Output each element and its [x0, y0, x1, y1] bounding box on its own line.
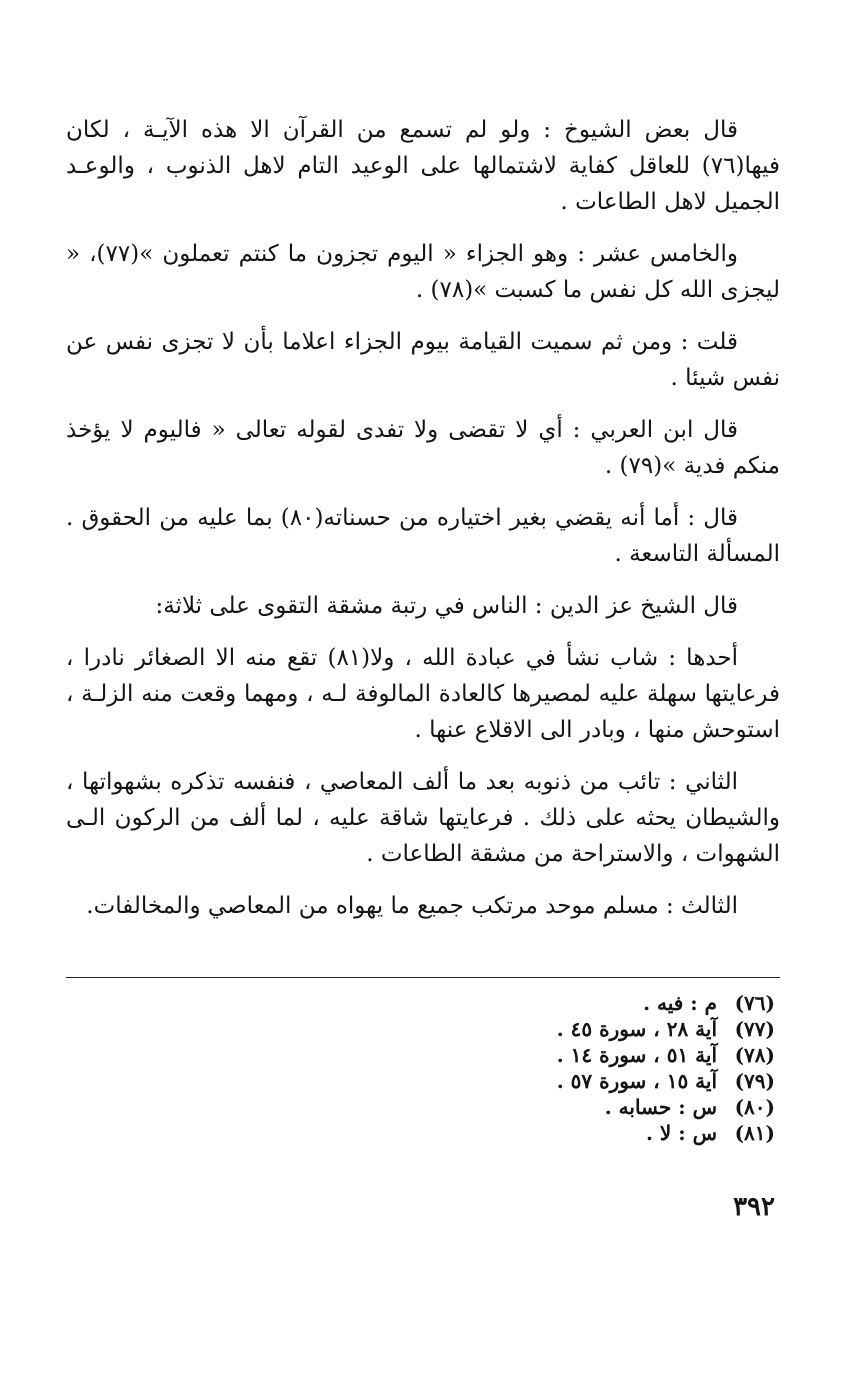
footnote-text: آية ٥١ ، سورة ١٤ .	[556, 1043, 717, 1067]
paragraph-5: قال : أما أنه يقضي بغير اختياره من حسناته(٨٠) بما عليه من الحقوق . المسألة التاسعة .	[66, 505, 780, 567]
footnote-number: (٧٦)	[734, 991, 775, 1015]
footnote-text: آية ٢٨ ، سورة ٤٥ .	[556, 1017, 717, 1041]
footnote	[275, 1120, 775, 1146]
footnote-text: م : فيه .	[643, 991, 717, 1015]
paragraph-4: قال ابن العربي : أي لا تقضى ولا تفدى لقوله تعالى « فاليوم لا يؤخذ منكم فدية »(٧٩) .	[66, 417, 780, 479]
footnote-text: آية ١٥ ، سورة ٥٧ .	[556, 1069, 717, 1093]
paragraph-8: الثاني : تائب من ذنوبه بعد ما ألف المعاصي ، فنفسه تذكره بشهواتها ، والشيطان يحثه على ذلك . فرعايتها شاقة عليه ، لما ألف من الركون الـى الشهوات ، والاستراحة من مشقة الطاعات .	[66, 769, 780, 867]
footnote	[275, 1042, 775, 1068]
paragraph-7: أحدها : شاب نشأ في عبادة الله ، ولا(٨١) تقع منه الا الصغائر نادرا ، فرعايتها سهلة عليه لمصيرها كالعادة المالوفة لـه ، ومهما وقعت منه الزلـة ، استوحش منها ، وبادر الى الاقلاع عنها .	[66, 645, 780, 743]
footnote-number: (٨١)	[734, 1121, 775, 1145]
footnote-number: (٨٠)	[734, 1095, 775, 1119]
footnote	[275, 1016, 775, 1042]
footnote	[275, 1094, 775, 1120]
main-text	[66, 112, 780, 940]
page-number: ٣٩٢	[733, 1192, 775, 1222]
footnote-text: س : لا .	[645, 1121, 717, 1145]
footnote-number: (٧٨)	[734, 1043, 775, 1067]
footnote-text: س : حسابه .	[604, 1095, 717, 1119]
paragraph-3: قلت : ومن ثم سميت القيامة بيوم الجزاء اعلاما بأن لا تجزى نفس عن نفس شيئا .	[66, 329, 780, 391]
paragraph-2: والخامس عشر : وهو الجزاء « اليوم تجزون ما كنتم تعملون »(٧٧)، « ليجزى الله كل نفس ما كسبت »(٧٨) .	[66, 241, 780, 303]
footnote-number: (٧٧)	[734, 1017, 775, 1041]
paragraph-1: قال بعض الشيوخ : ولو لم تسمع من القرآن الا هذه الآيـة ، لكان فيها(٧٦) للعاقل كفاية لاشتمالها على الوعيد التام لاهل الذنوب ، والوعـد الجميل لاهل الطاعات .	[66, 117, 780, 215]
footnote	[275, 1068, 775, 1094]
paragraph-6: قال الشيخ عز الدين : الناس في رتبة مشقة التقوى على ثلاثة:	[155, 593, 738, 619]
paragraph-9: الثالث : مسلم موحد مرتكب جميع ما يهواه من المعاصي والمخالفات.	[86, 893, 738, 919]
footnotes	[275, 990, 775, 1146]
footnote-number: (٧٩)	[734, 1069, 775, 1093]
footnote-divider	[66, 977, 780, 978]
footnote	[275, 990, 775, 1016]
